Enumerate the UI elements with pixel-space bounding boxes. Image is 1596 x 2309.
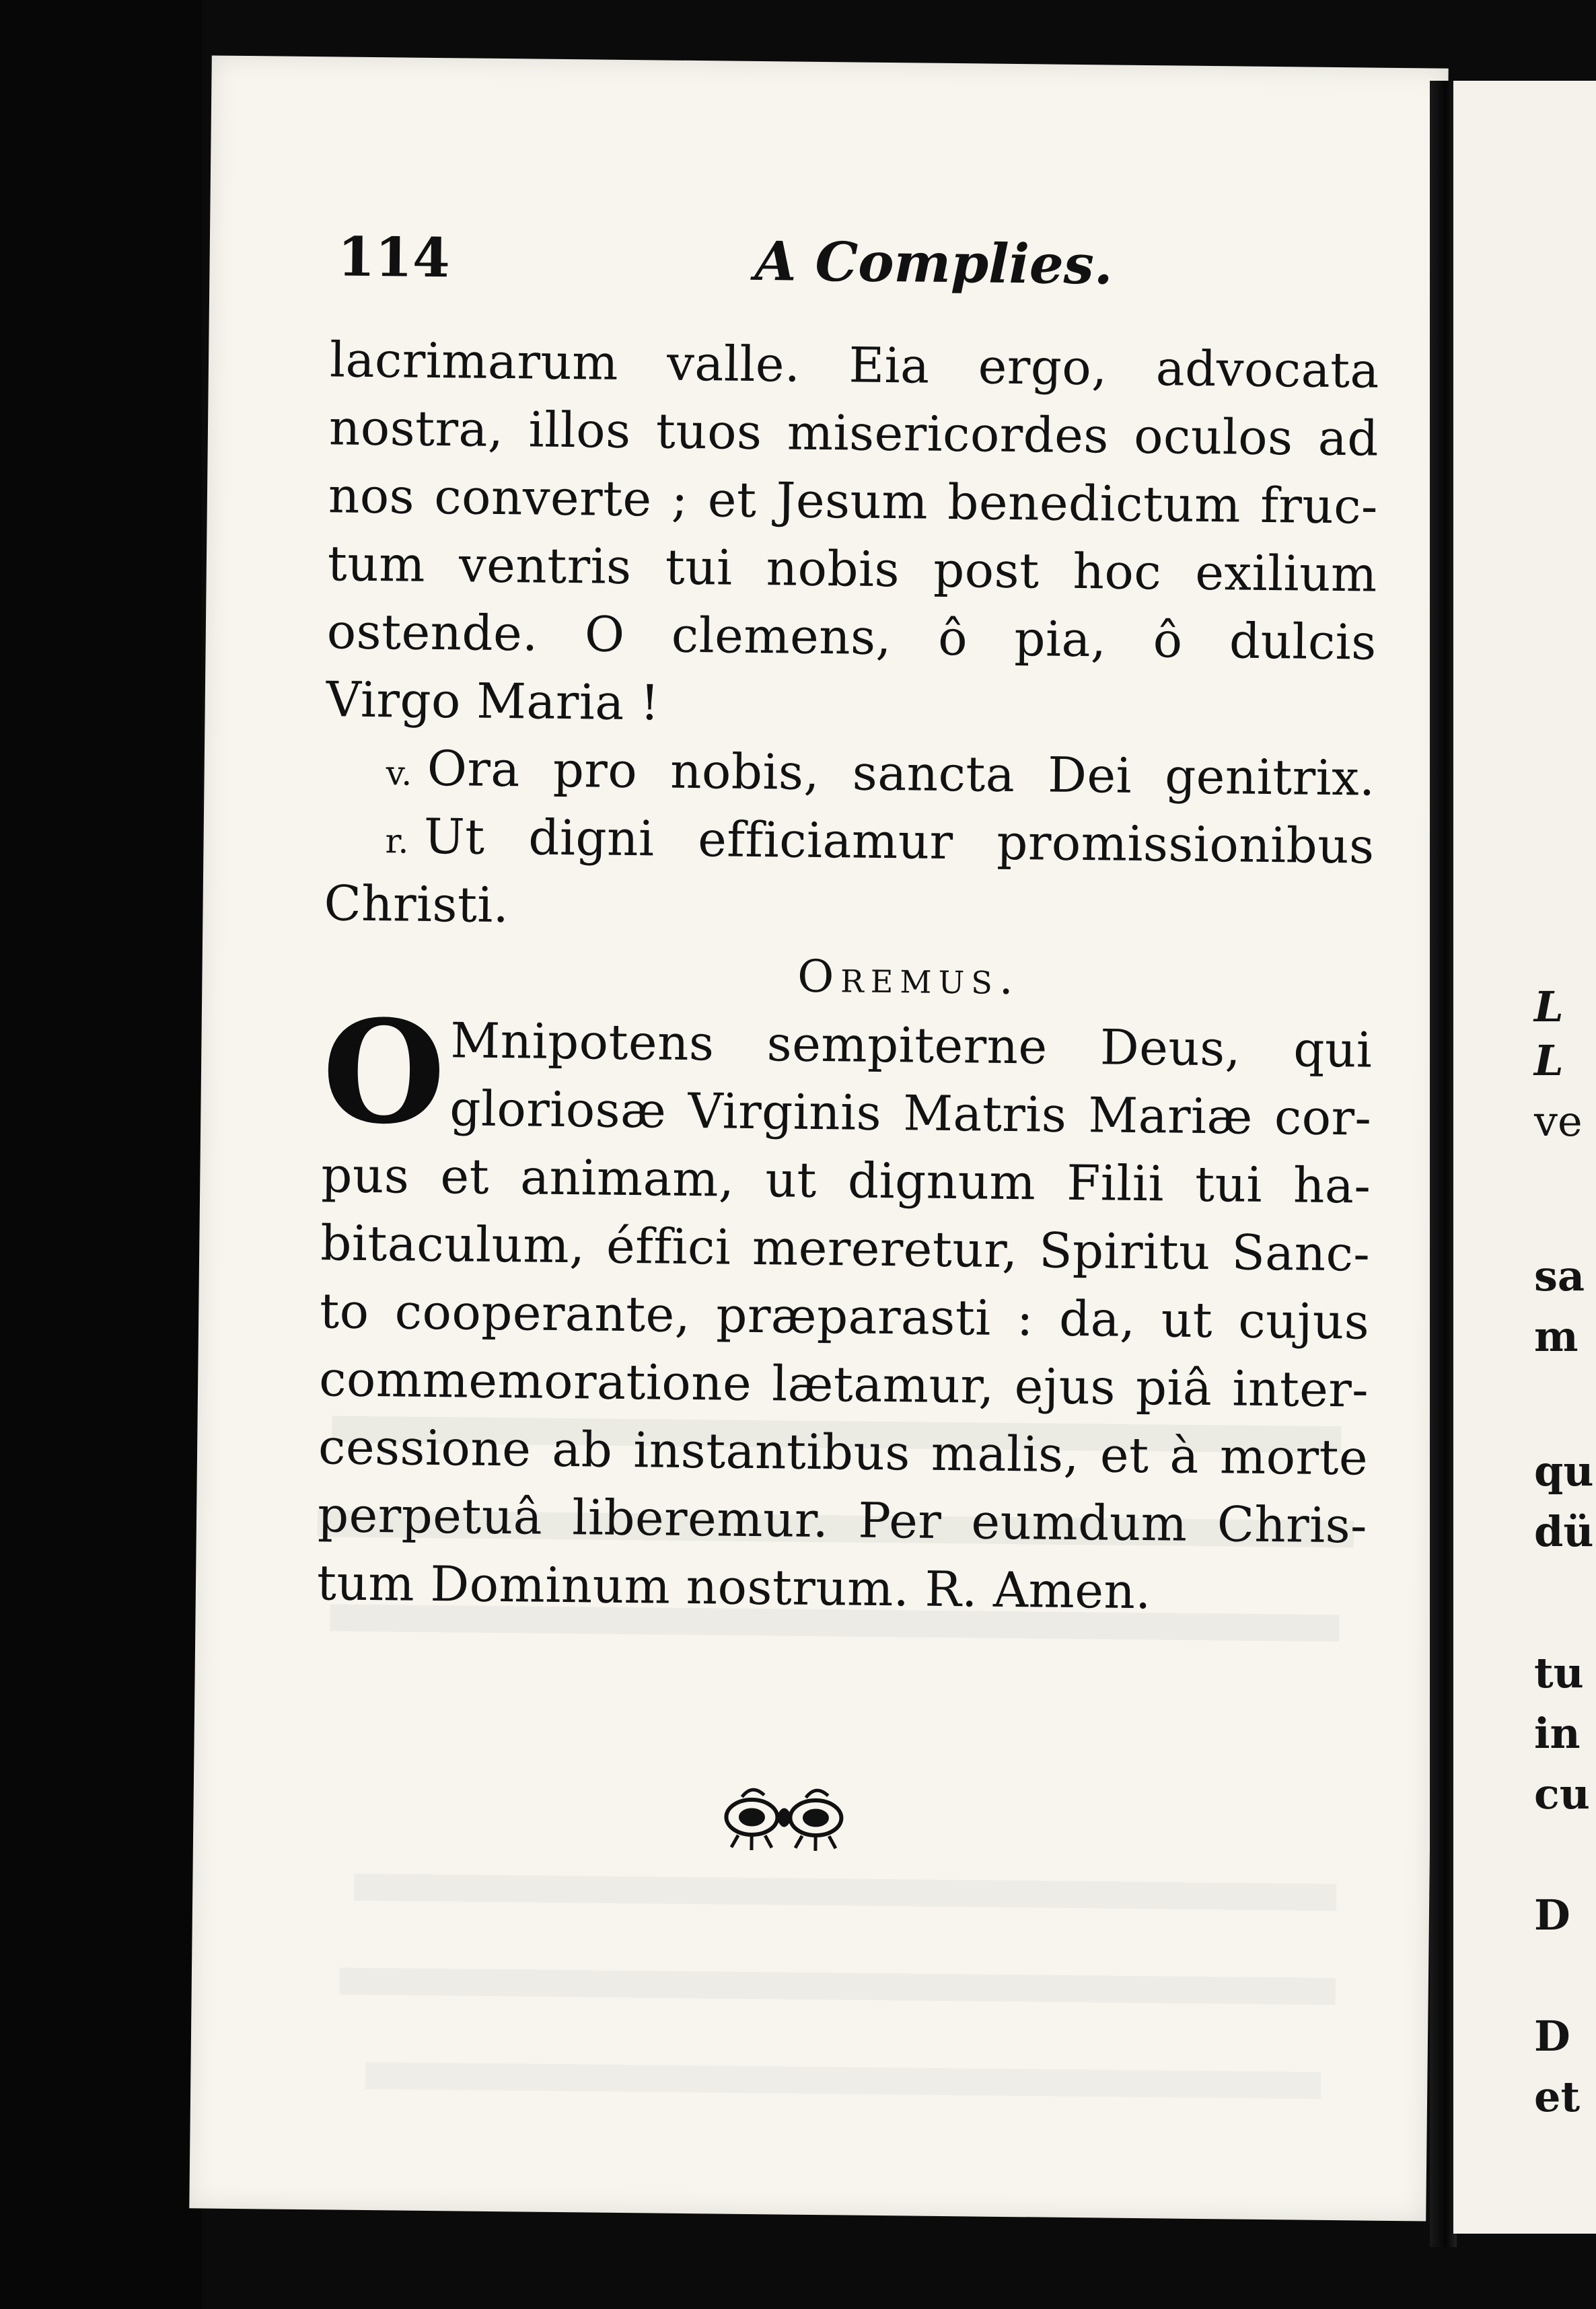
bleed-through [365, 2062, 1321, 2099]
prayer-line: pus et animam, ut dignum Filii tui ha- [320, 1146, 1371, 1214]
prayer-line: perpetuâ liberemur. Per eumdum Chris- [317, 1486, 1368, 1554]
prayer-line: gloriosæ Virginis Matris Mariæ cor- [449, 1080, 1372, 1146]
prayer-line: Mnipotens sempiterne Deus, qui [450, 1012, 1373, 1078]
bleed-through [340, 1968, 1336, 2005]
text-line: tum ventris tui nobis post hoc exilium [327, 535, 1378, 603]
facing-fragment: ve [1534, 1097, 1583, 1146]
facing-fragment: tu [1534, 1648, 1584, 1697]
left-gutter [0, 0, 202, 2309]
page-number: 114 [337, 225, 451, 290]
text-line: nos converte ; et Jesum benedictum fruc- [328, 467, 1379, 535]
facing-fragment: D [1534, 1891, 1570, 1940]
prayer-line: tum Dominum nostrum. R. Amen. [316, 1554, 1152, 1620]
prayer-line: commemoratione lætamur, ejus piâ inter- [318, 1350, 1369, 1418]
facing-fragment: et [1534, 2072, 1581, 2121]
text-line: Virgo Maria ! [326, 671, 661, 731]
facing-fragment: cu [1534, 1769, 1590, 1819]
drop-cap: O [321, 988, 447, 1157]
facing-fragment: L [1534, 982, 1564, 1031]
versicle [325, 733, 1375, 812]
page-header [337, 225, 1367, 309]
response-text: Ut digni efficiamur promissionibus [423, 807, 1375, 875]
prayer [316, 988, 1373, 1627]
book-spine [1430, 81, 1457, 2247]
text-line: ostende. O clemens, ô pia, ô dulcis [326, 603, 1377, 671]
versicle-text: Ora pro nobis, sancta Dei genitrix. [427, 739, 1376, 807]
oremus-heading: Oremus. [797, 950, 1021, 1005]
text-line: lacrimarum valle. Eia ergo, advocata [329, 331, 1380, 399]
facing-fragment: m [1534, 1312, 1579, 1361]
response [324, 801, 1375, 880]
facing-fragment: D [1534, 2012, 1570, 2061]
facing-fragment: dü [1534, 1507, 1594, 1556]
response-end: Christi. [324, 875, 509, 934]
book-page [189, 55, 1448, 2221]
text-line: nostra, illos tuos misericordes oculos ad [328, 399, 1379, 467]
bleed-through [354, 1874, 1336, 1911]
facing-fragment: sa [1534, 1251, 1585, 1300]
floral-ornament-icon [711, 1780, 860, 1855]
body-text [317, 326, 1380, 1627]
response-mark: r. [385, 821, 410, 861]
facing-fragment: in [1534, 1709, 1581, 1758]
prayer-line: to cooperante, præparasti : da, ut cujus [319, 1282, 1370, 1350]
facing-fragment: L [1534, 1036, 1564, 1085]
running-head: A Complies. [754, 229, 1114, 297]
facing-page [1453, 81, 1596, 2234]
versicle-mark: v. [386, 754, 413, 793]
facing-fragment: qu [1534, 1446, 1594, 1496]
prayer-line: cessione ab instantibus malis, et à morte [318, 1418, 1369, 1486]
prayer-line: bitaculum, éffici mereretur, Spiritu Sanc- [320, 1214, 1371, 1282]
